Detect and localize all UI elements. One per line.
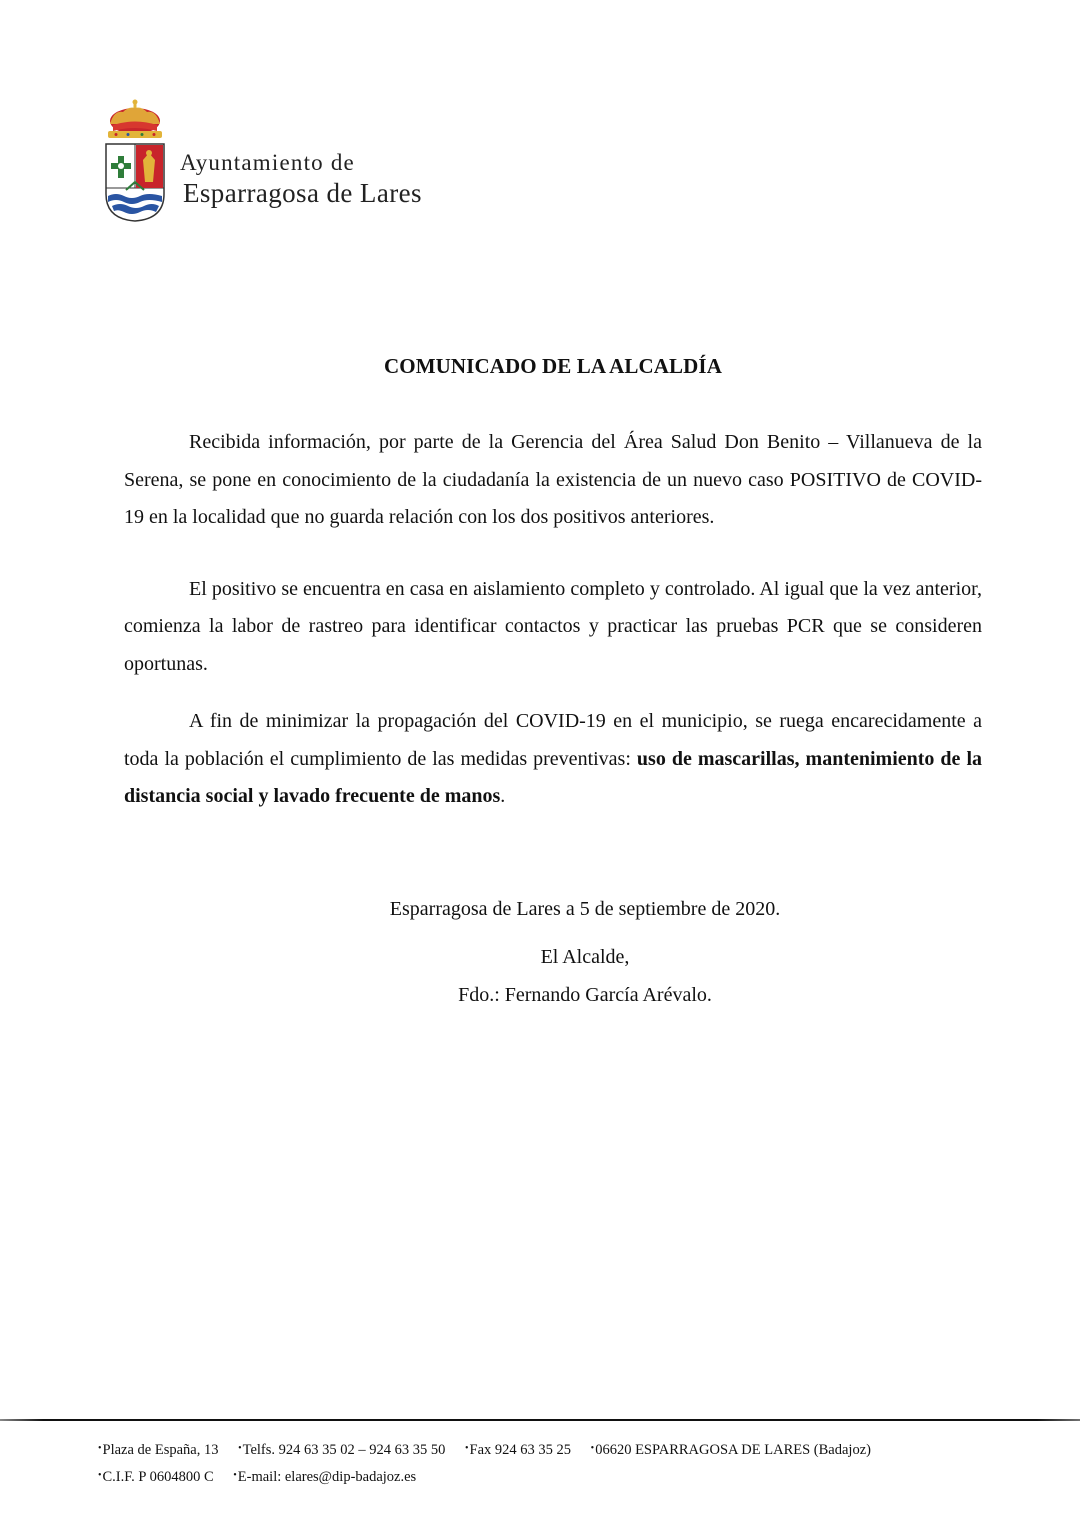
signer-role: El Alcalde, [540,946,630,968]
footer-divider [0,1419,1080,1421]
footer-cif-text: C.I.F. P 0604800 C [102,1469,214,1485]
date-line: Esparragosa de Lares a 5 de septiembre de 2020. [389,898,781,920]
footer-row-1 [98,1436,887,1463]
organization-name [180,149,422,209]
paragraph-2: El positivo se encuentra en casa en aislamiento completo y controlado. Al igual que la vez anterior, comienza la labor de rastreo para identificar contactos y practicar las pruebas PCR que se consideren oportunas. [124,577,982,675]
footer-postal [591,1436,871,1463]
footer-address-text: Plaza de España, 13 [102,1442,219,1458]
footer-fax-text: Fax 924 63 35 25 [469,1442,572,1458]
footer-cif [98,1463,214,1490]
footer-postal-text: 06620 ESPARRAGOSA DE LARES (Badajoz) [595,1442,871,1458]
signer-name: Fdo.: Fernando García Arévalo. [458,984,712,1006]
paragraph-3 [124,703,982,816]
letterhead [104,98,422,223]
document-title: COMUNICADO DE LA ALCALDÍA [384,354,722,378]
bullet-icon: • [233,1470,237,1481]
bullet-icon: • [238,1443,242,1454]
footer-phones-text: Telfs. 924 63 35 02 – 924 63 35 50 [242,1442,446,1458]
bullet-icon: • [465,1443,469,1454]
paragraph-1: Recibida información, por parte de la Gerencia del Área Salud Don Benito – Villanueva de la Serena, se pone en conocimiento de la ciudadanía la existencia de un nuevo caso POSITIVO de COVID-19 en la localidad que no guarda relación con los dos positivos anteriores. [124,431,982,528]
footer-email[interactable] [233,1463,416,1490]
paragraph-3-emphasis: uso de mascarillas, mantenimiento de la distancia social y lavado frecuente de manos [124,747,983,807]
footer-email-text[interactable]: E-mail: elares@dip-badajoz.es [237,1469,417,1485]
footer-phones [238,1436,445,1463]
coat-of-arms-icon [104,98,166,223]
bullet-icon: • [98,1470,102,1481]
footer-fax [465,1436,571,1463]
document-body [124,424,982,816]
footer-contact [98,1436,887,1490]
footer-address [98,1436,218,1463]
organization-name-line2: Esparragosa de Lares [183,177,422,208]
bullet-icon: • [590,1443,595,1454]
paragraph-3-lead: A fin de minimizar la propagación del COVID-19 en el municipio, se ruega encarecidamente a toda la población el cumplimiento de las medidas preventivas: [124,710,982,770]
footer-row-2 [98,1463,887,1490]
paragraph-3-tail: . [500,785,506,807]
bullet-icon: • [98,1443,102,1454]
organization-name-line1: Ayuntamiento de [180,150,355,176]
